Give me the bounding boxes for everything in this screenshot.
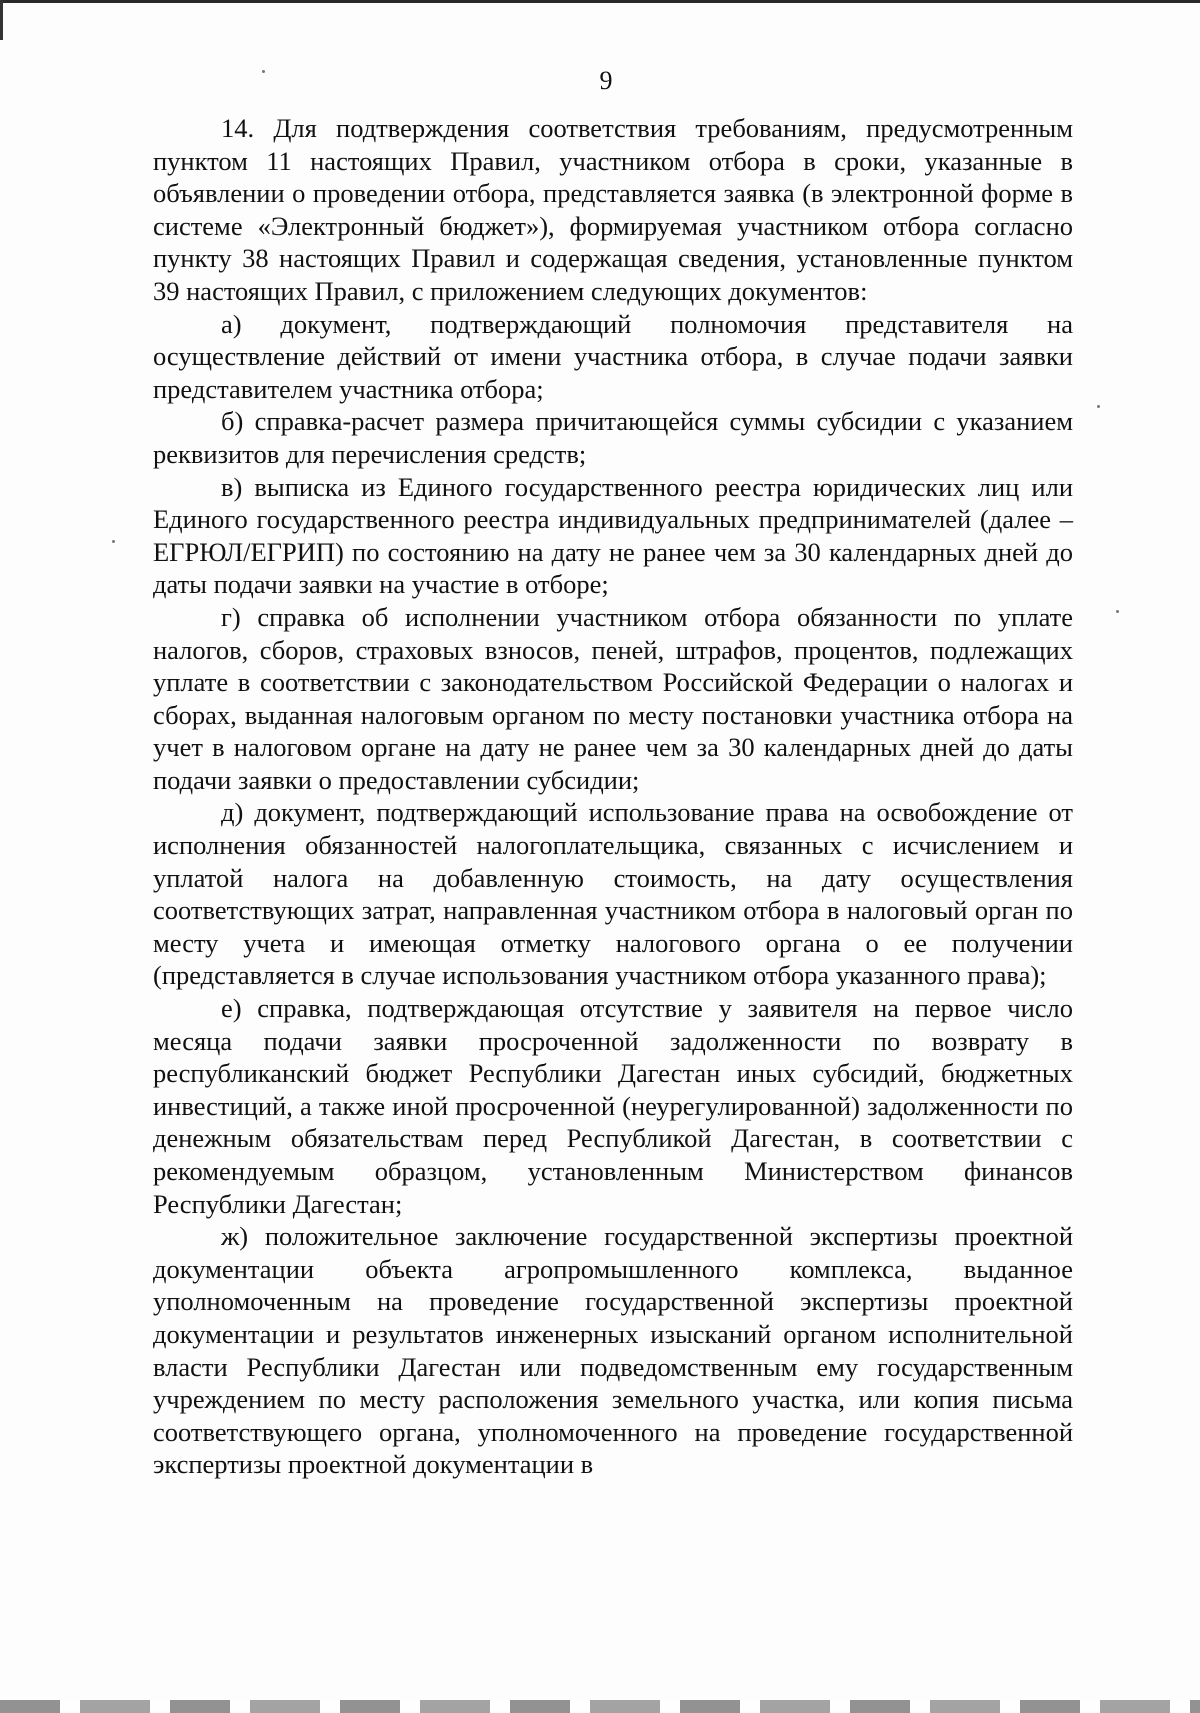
list-item-g [153,601,1073,797]
list-item-label: д) [221,797,244,828]
scan-speck [1097,405,1100,408]
scan-speck [112,540,115,543]
scan-speck [1116,610,1119,613]
list-item-a [153,308,1073,406]
list-item-label: г) [221,601,241,632]
list-item-text: документ, подтверждающий полномочия представителя на осуществление действий от имени участника отбора, в случае подачи заявки представителем участника отбора; [153,308,1074,404]
list-item-d [153,796,1073,992]
list-item-text: документ, подтверждающий использование права на освобождение от исполнения обязанностей налогоплательщика, связанных с исчислением и уплатой налога на добавленную стоимость, на дату осуществления соответствующих затрат, направленная участником отбора в налоговый орган по месту учета и имеющая отметку налогового органа о ее получении (представляется в случае использования участником отбора указанного права); [153,797,1074,991]
paragraph-14-intro: 14. Для подтверждения соответствия требованиям, предусмотренным пунктом 11 настоящих Правил, участником отбора в сроки, указанные в объявлении о проведении отбора, представляется заявка (в электронной форме в системе «Электронный бюджет»), формируемая участником отбора согласно пункту 38 настоящих Правил и содержащая сведения, установленные пунктом 39 настоящих Правил, с приложением следующих документов: [153,113,1073,306]
list-item-text: справка-расчет размера причитающейся суммы субсидии с указанием реквизитов для перечисления средств; [153,406,1074,469]
scan-edge-bottom [0,1700,1200,1713]
list-item-label: е) [221,993,242,1024]
scan-edge-top [0,0,1200,3]
document-body [153,112,1073,1481]
list-item-e [153,992,1073,1220]
list-item-text: положительное заключение государственной экспертизы проектной документации объекта агропромышленного комплекса, выданное уполномоченным на проведение государственной экспертизы проектной документации и результатов инженерных изысканий органом исполнительной власти Республики Дагестан или подведомственным ему государственным учреждением по месту расположения земельного участка, или копия письма соответствующего органа, уполномоченного на проведение государственной экспертизы проектной документации в [153,1221,1073,1480]
list-item-zh [153,1220,1073,1481]
scan-edge-left [0,0,3,40]
list-item-label: в) [221,471,243,502]
list-item-label: б) [221,406,244,437]
scan-speck [262,70,265,73]
list-item-v [153,471,1073,601]
page-number: 9 [599,66,613,95]
list-item-text: справка об исполнении участником отбора обязанности по уплате налогов, сборов, страховых взносов, пеней, штрафов, процентов, подлежащих уплате в соответствии с законодательством Российской Федерации о налогах и сборах, выданная налоговым органом по месту постановки участника отбора на учет в налоговом органе на дату не ранее чем за 30 календарных дней до даты подачи заявки о предоставлении субсидии; [153,601,1073,795]
list-item-label: ж) [221,1221,249,1252]
list-item-label: а) [221,308,242,339]
list-item-text: выписка из Единого государственного реестра юридических лиц или Единого государственного реестра индивидуальных предпринимателей (далее – ЕГРЮЛ/ЕГРИП) по состоянию на дату не ранее чем за 30 календарных дней до даты подачи заявки на участие в отборе; [153,471,1073,600]
list-item-b [153,405,1073,470]
list-item-text: справка, подтверждающая отсутствие у заявителя на первое число месяца подачи заявки просроченной задолженности по возврату в республиканский бюджет Республики Дагестан иных субсидий, бюджетных инвестиций, а также иной просроченной (неурегулированной) задолженности по денежным обязательствам перед Республикой Дагестан, в соответствии с рекомендуемым образцом, установленным Министерством финансов Республики Дагестан; [153,993,1074,1219]
